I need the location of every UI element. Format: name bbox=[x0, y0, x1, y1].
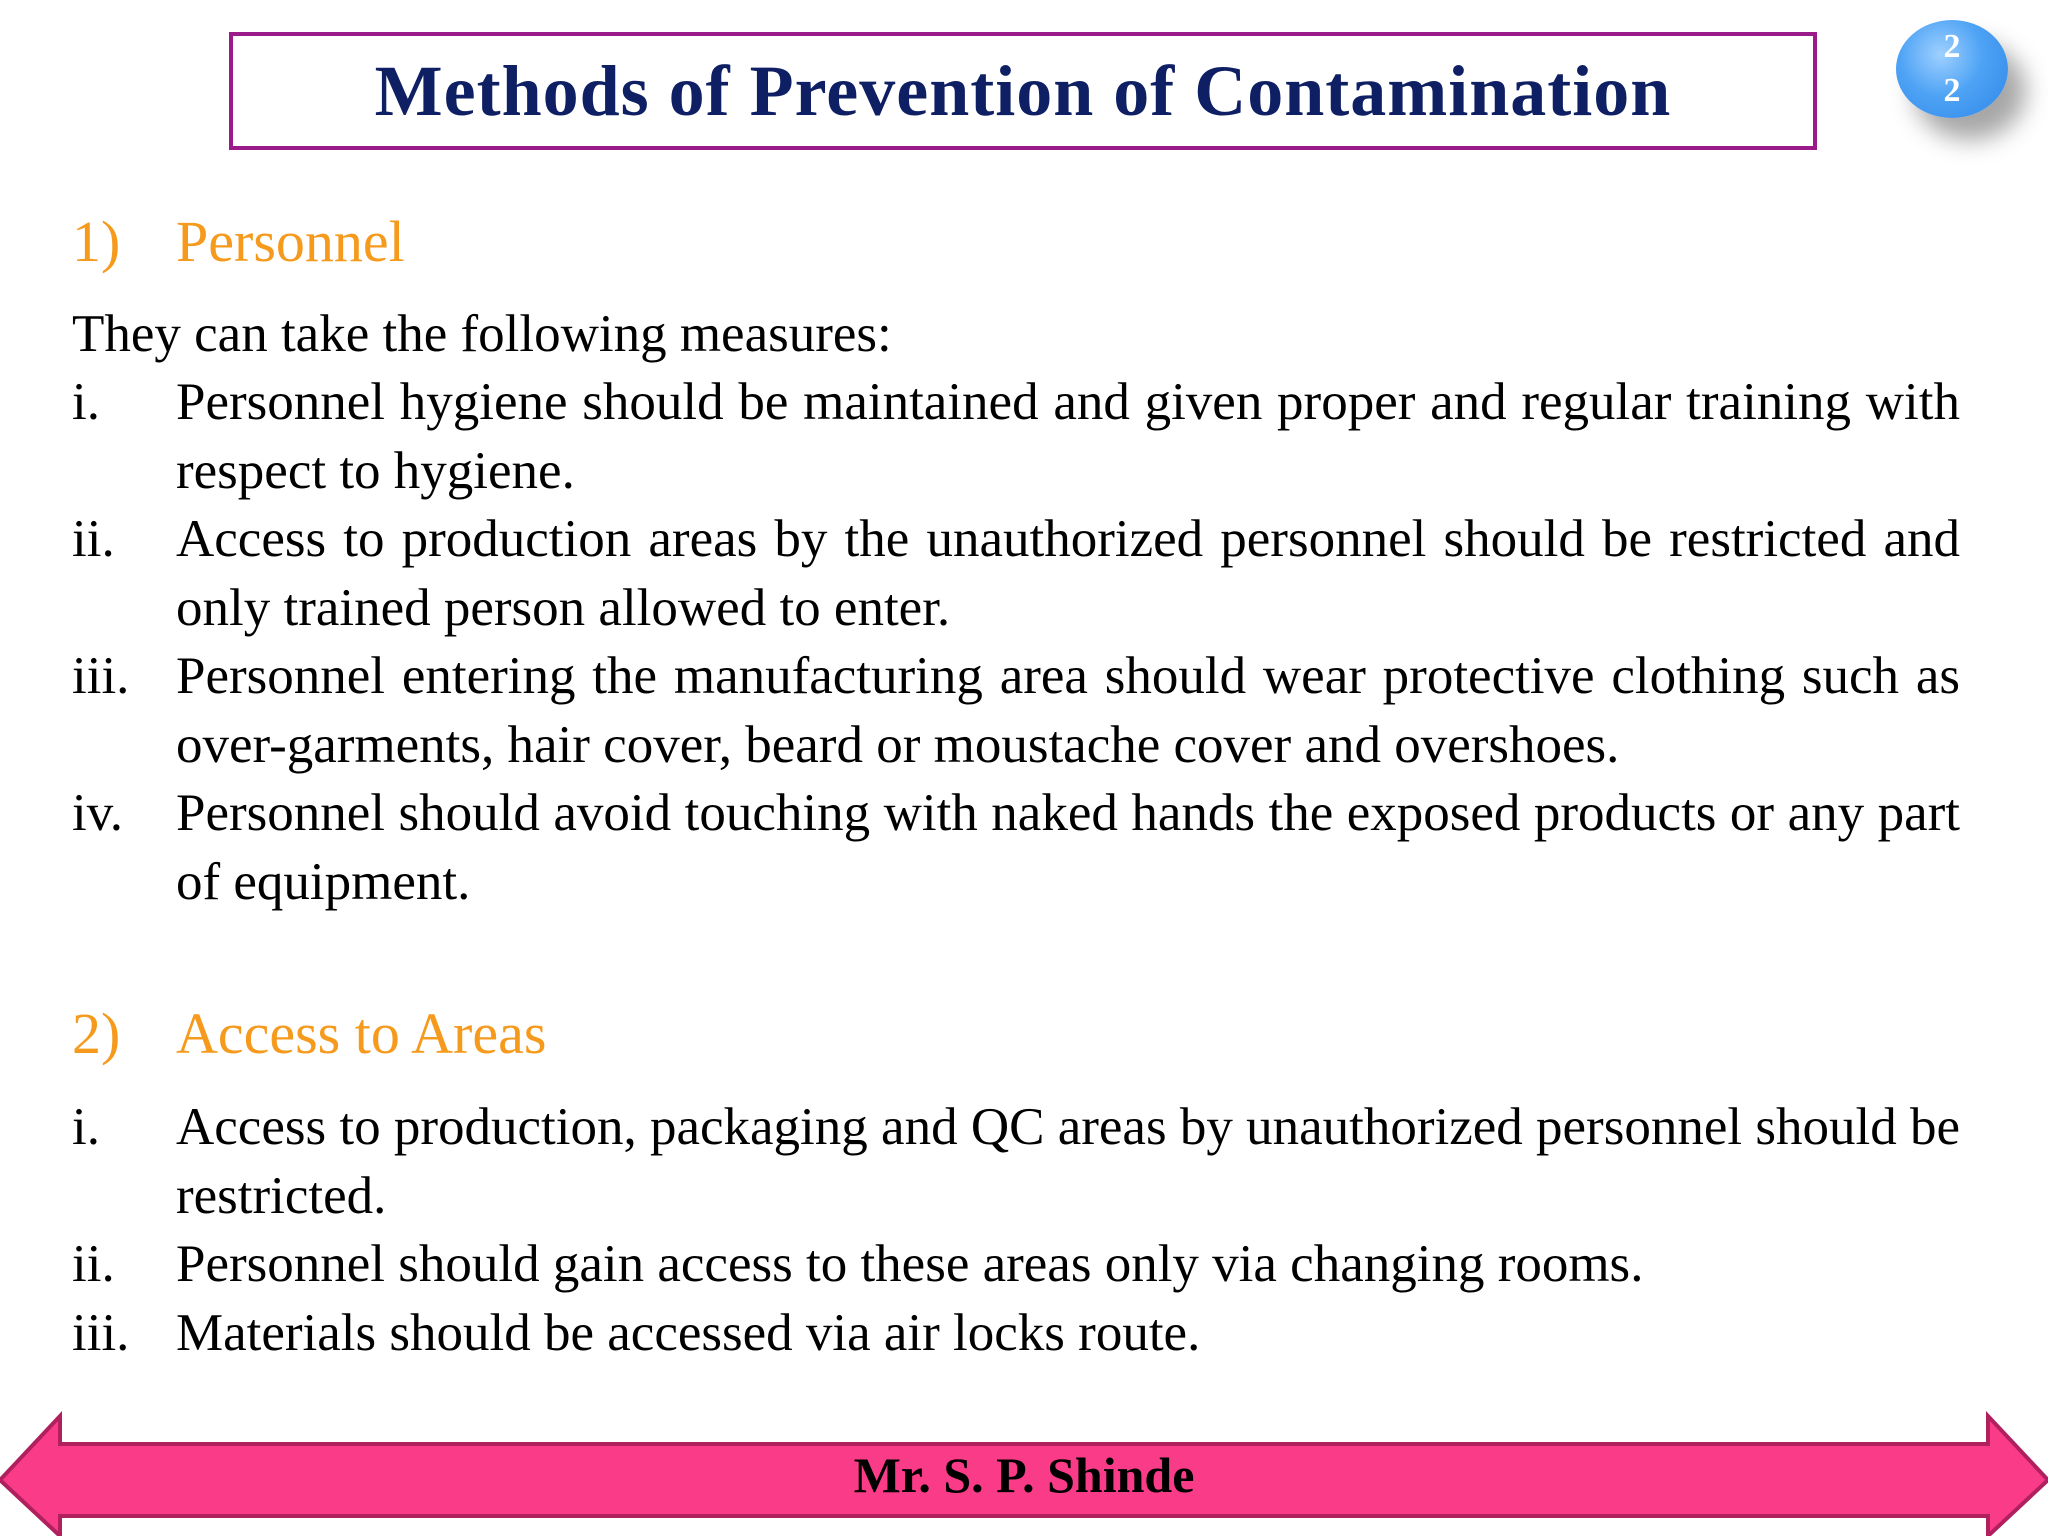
section-title: Access to Areas bbox=[176, 1001, 547, 1066]
list-item bbox=[72, 779, 1960, 916]
section-heading-personnel bbox=[72, 208, 405, 275]
list-item-text: Personnel hygiene should be maintained and given proper and regular training with respect to hygiene. bbox=[176, 373, 1960, 500]
personnel-measures-list bbox=[72, 368, 1960, 916]
section-heading-access bbox=[72, 1000, 546, 1067]
list-item bbox=[72, 368, 1960, 505]
slide-title-box bbox=[229, 32, 1817, 150]
list-marker: iv. bbox=[72, 784, 124, 842]
list-item bbox=[72, 1093, 1960, 1230]
intro-text: They can take the following measures: bbox=[72, 305, 892, 363]
list-marker: i. bbox=[72, 373, 100, 431]
list-item-text: Materials should be accessed via air locks route. bbox=[176, 1303, 1201, 1362]
list-item bbox=[72, 1230, 1960, 1299]
list-item bbox=[72, 505, 1960, 642]
page-number-badge bbox=[1896, 20, 2008, 118]
list-item-text: Access to production areas by the unauthorized personnel should be restricted and only trained person allowed to enter. bbox=[176, 510, 1960, 637]
list-item-text: Personnel should avoid touching with naked hands the exposed products or any part of equipment. bbox=[176, 784, 1960, 911]
page-number-digit-1: 2 bbox=[1943, 28, 1961, 65]
list-item bbox=[72, 1299, 1960, 1368]
list-marker: ii. bbox=[72, 1235, 115, 1293]
list-marker: iii. bbox=[72, 1303, 130, 1362]
list-marker: i. bbox=[72, 1098, 100, 1156]
list-item-text: Personnel should gain access to these areas only via changing rooms. bbox=[176, 1235, 1644, 1293]
section-title: Personnel bbox=[176, 209, 405, 274]
list-item-text: Personnel entering the manufacturing area should wear protective clothing such as over-garments, hair cover, beard or moustache cover and overshoes. bbox=[176, 647, 1960, 774]
list-marker: iii. bbox=[72, 647, 130, 705]
list-item bbox=[72, 642, 1960, 779]
list-item-text: Access to production, packaging and QC areas by unauthorized personnel should be restricted. bbox=[176, 1098, 1960, 1225]
access-areas-list bbox=[72, 1093, 1960, 1367]
footer-author: Mr. S. P. Shinde bbox=[853, 1447, 1195, 1503]
section-number: 2) bbox=[72, 1001, 121, 1066]
page-number-digit-2: 2 bbox=[1943, 72, 1961, 109]
slide-title: Methods of Prevention of Contamination bbox=[374, 50, 1672, 131]
list-marker: ii. bbox=[72, 510, 115, 568]
section-number: 1) bbox=[72, 209, 121, 274]
